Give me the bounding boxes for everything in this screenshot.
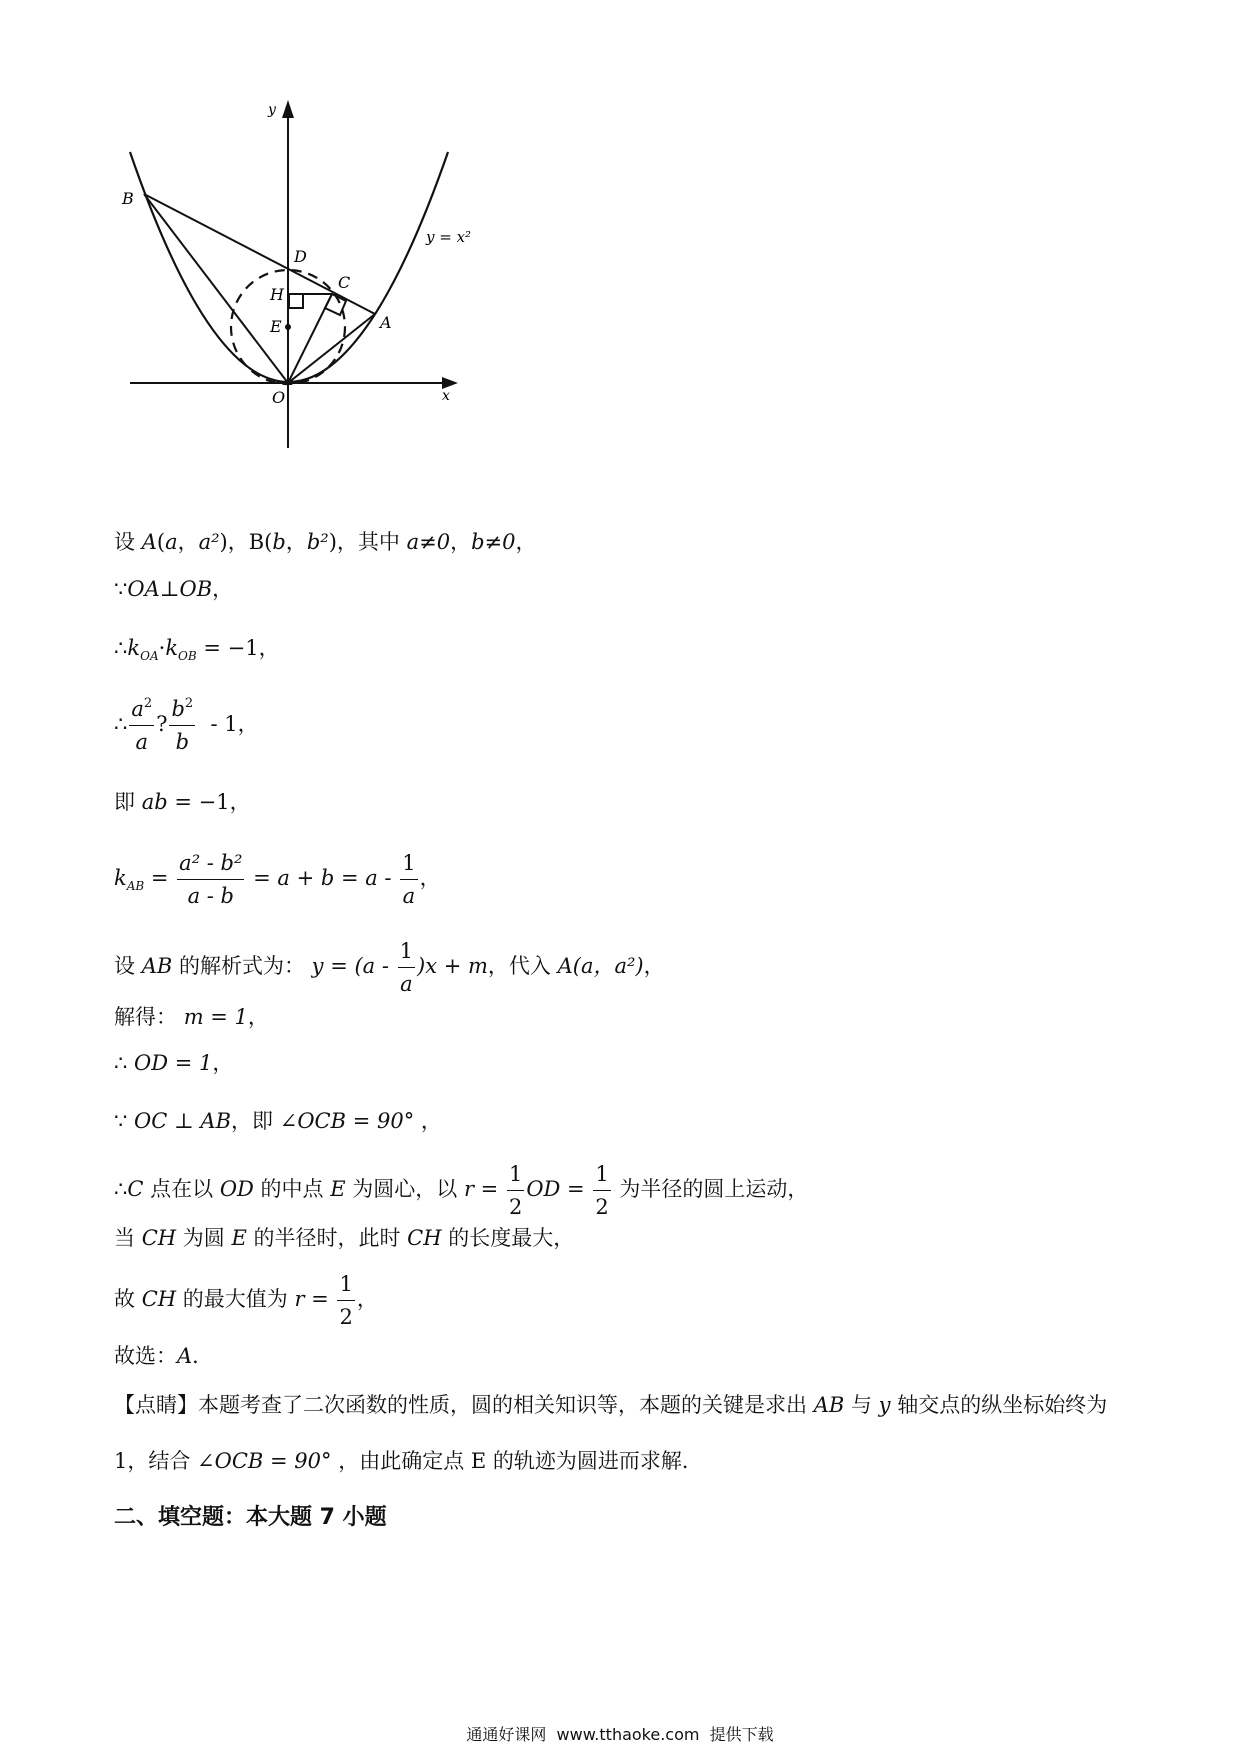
- text: 即: [114, 790, 142, 814]
- math: = −1: [196, 636, 259, 660]
- denominator: a: [402, 884, 416, 908]
- text: 故: [114, 1287, 142, 1311]
- math: E: [231, 1226, 247, 1250]
- math: ab: [141, 790, 168, 814]
- numerator: 1: [593, 1158, 610, 1191]
- label-C: C: [338, 273, 351, 292]
- math: OD = 1: [134, 1051, 213, 1075]
- segment-OA: [288, 314, 375, 383]
- math: y: [878, 1393, 891, 1417]
- math: a≠0: [406, 530, 451, 554]
- math: CH: [141, 1287, 177, 1311]
- text: ．: [192, 1344, 214, 1368]
- math: b≠0: [471, 530, 516, 554]
- math: CH: [141, 1226, 177, 1250]
- denominator: a - b: [187, 884, 234, 908]
- numerator: 1: [400, 847, 417, 880]
- solution-line-3: [114, 633, 280, 671]
- numerator: a: [131, 697, 144, 721]
- subscript: AB: [126, 879, 145, 893]
- label-y-axis: y: [268, 102, 276, 118]
- label-curve: y = x²: [426, 228, 472, 246]
- math: = −1: [167, 790, 230, 814]
- text: ，即: [231, 1109, 280, 1133]
- math: )x + m: [417, 954, 488, 978]
- text: 为半径的圆上运动，: [612, 1177, 809, 1201]
- text: ，: [515, 530, 537, 554]
- text: 当: [114, 1226, 142, 1250]
- numerator: 1: [398, 935, 415, 968]
- math: ∠OCB = 90°: [279, 1109, 415, 1133]
- solution-line-8: [114, 1002, 269, 1032]
- text: (: [156, 530, 166, 554]
- numerator: a² - b²: [177, 847, 244, 880]
- because-symbol: ∵: [114, 577, 128, 601]
- label-D: D: [294, 247, 307, 266]
- denominator: 2: [595, 1195, 609, 1219]
- solution-line-14: [114, 1341, 213, 1371]
- text: ，代入: [487, 954, 558, 978]
- text: 的中点: [253, 1177, 331, 1201]
- solution-line-16: [114, 1446, 703, 1476]
- math: AB: [813, 1393, 845, 1417]
- right-angle-mark-H: [289, 294, 303, 308]
- solution-line-11: [114, 1158, 808, 1223]
- text: 与: [844, 1393, 879, 1417]
- text: ，: [414, 1109, 442, 1133]
- text: 的长度最大，: [441, 1226, 575, 1250]
- fraction: [593, 1158, 610, 1223]
- text: 点在以: [143, 1177, 220, 1201]
- text: ·: [158, 636, 166, 660]
- text: ，: [356, 1287, 378, 1311]
- because-symbol: ∵: [114, 1109, 135, 1133]
- math: r =: [294, 1287, 336, 1311]
- point-E: [285, 324, 291, 330]
- text: ，: [229, 790, 251, 814]
- math: =: [144, 866, 176, 890]
- text: 轴交点的纵坐标始终为: [890, 1393, 1108, 1417]
- solution-line-1: [114, 527, 536, 557]
- y-axis-arrow-icon: [282, 100, 294, 118]
- segment-OB: [144, 194, 288, 383]
- solution-line-4: [114, 693, 259, 758]
- text: ，: [643, 954, 665, 978]
- label-B: B: [122, 189, 134, 208]
- subscript: OA: [140, 649, 159, 663]
- math: A: [141, 530, 157, 554]
- math: C: [127, 1177, 144, 1201]
- text: 为圆: [176, 1226, 232, 1250]
- text: ?: [156, 712, 168, 736]
- text: ，: [285, 530, 307, 554]
- text: 为圆心，以: [345, 1177, 464, 1201]
- text: 故选：: [114, 1344, 177, 1368]
- solution-line-2: [114, 574, 233, 604]
- math: OD: [219, 1177, 254, 1201]
- math: A(a，a²): [557, 954, 644, 978]
- text: )，其中: [328, 530, 407, 554]
- label-A: A: [380, 313, 392, 332]
- therefore-symbol: ∴: [114, 1177, 128, 1201]
- text: ，: [212, 1051, 234, 1075]
- text: 设: [114, 530, 142, 554]
- fraction: [507, 1158, 524, 1223]
- solution-line-10: [114, 1106, 442, 1136]
- math: CH: [407, 1226, 442, 1250]
- denominator: a: [400, 972, 413, 996]
- math: b: [272, 530, 286, 554]
- fraction: [337, 1268, 354, 1333]
- math: ∠OCB = 90°: [197, 1449, 332, 1473]
- fraction: [398, 935, 415, 1000]
- text: )，B(: [219, 530, 273, 554]
- exponent: 2: [184, 696, 194, 711]
- text: 的解析式为：: [172, 954, 312, 978]
- denominator: 2: [339, 1305, 353, 1329]
- fraction: [169, 693, 195, 758]
- text: ，: [450, 530, 472, 554]
- text: ，: [212, 577, 234, 601]
- section-title: 二、填空题：本大题 7 小题: [114, 1505, 387, 1530]
- math: A: [177, 1344, 193, 1368]
- math: a: [165, 530, 178, 554]
- fraction: [400, 847, 417, 912]
- footer-text: 通通好课网 www.tthaoke.com 提供下载: [466, 1725, 774, 1744]
- math: k: [165, 636, 179, 660]
- comment-tag: 【点睛】: [114, 1393, 198, 1417]
- therefore-symbol: ∴: [114, 712, 128, 736]
- exponent: 2: [143, 696, 153, 711]
- therefore-symbol: ∴: [114, 636, 128, 660]
- math: a²: [198, 530, 220, 554]
- math: = a + b = a -: [246, 866, 399, 890]
- text: 解得：: [114, 1005, 184, 1029]
- segment-BA: [144, 194, 375, 314]
- label-E: E: [270, 317, 282, 336]
- numerator: b: [171, 697, 185, 721]
- math: b²: [306, 530, 329, 554]
- denominator: 2: [508, 1195, 523, 1219]
- subscript: OB: [178, 649, 197, 663]
- numerator: 1: [507, 1158, 524, 1191]
- text: ，: [237, 712, 259, 736]
- solution-line-15: [114, 1390, 1107, 1420]
- math: - 1: [197, 712, 238, 736]
- math: E: [330, 1177, 346, 1201]
- math: m = 1: [183, 1005, 248, 1029]
- label-H: H: [270, 285, 284, 304]
- text: ，: [247, 1005, 269, 1029]
- math: OA⊥OB: [127, 577, 213, 601]
- text: 1，结合: [114, 1449, 198, 1473]
- math: y = (a -: [311, 954, 396, 978]
- solution-line-9: [114, 1048, 233, 1078]
- text: ，: [177, 530, 199, 554]
- math: OD =: [526, 1177, 592, 1201]
- label-x-axis: x: [442, 388, 450, 404]
- text: ，: [419, 866, 441, 890]
- math: OC ⊥ AB: [134, 1109, 232, 1133]
- parabola-figure: [120, 100, 520, 505]
- solution-line-6: [114, 847, 441, 912]
- numerator: 1: [337, 1268, 354, 1301]
- text: 设: [114, 954, 142, 978]
- fraction: [129, 693, 154, 758]
- math: AB: [141, 954, 173, 978]
- text: ，由此确定点 E 的轨迹为圆进而求解．: [331, 1449, 703, 1473]
- solution-line-5: [114, 787, 251, 817]
- fraction: [177, 847, 244, 912]
- solution-line-7: [114, 935, 665, 1000]
- math: k: [127, 636, 141, 660]
- therefore-symbol: ∴: [114, 1051, 135, 1075]
- solution-line-12: [114, 1223, 574, 1253]
- math: k: [114, 866, 127, 890]
- solution-line-13: [114, 1268, 378, 1333]
- text: 的最大值为: [176, 1287, 295, 1311]
- text: ，: [258, 636, 280, 660]
- denominator: b: [175, 730, 190, 754]
- denominator: a: [135, 730, 149, 754]
- text: 的半径时，此时: [246, 1226, 408, 1250]
- text: 本题考查了二次函数的性质，圆的相关知识等，本题的关键是求出: [198, 1393, 814, 1417]
- label-origin: O: [272, 388, 286, 407]
- math: r =: [463, 1177, 505, 1201]
